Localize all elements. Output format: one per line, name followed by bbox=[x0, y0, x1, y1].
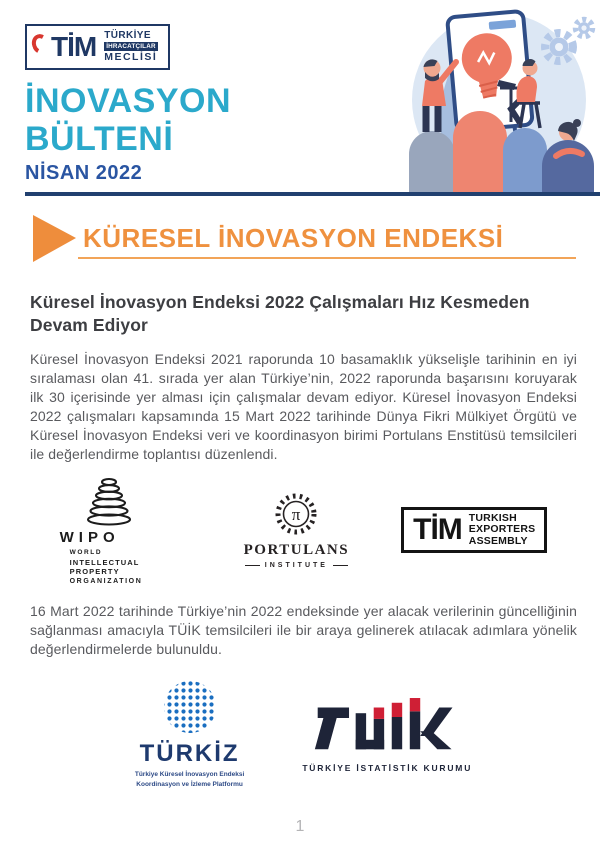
arrow-right-icon bbox=[33, 215, 76, 262]
header-divider bbox=[25, 192, 600, 196]
tim-red-swoosh-icon bbox=[29, 32, 51, 56]
turkiz-subtitle-line2: Koordinasyon ve İzleme Platformu bbox=[136, 781, 243, 788]
wipo-line3: ORGANIZATION bbox=[69, 577, 143, 585]
title-line1: İNOVASYON bbox=[25, 82, 232, 120]
turkiz-logo bbox=[135, 680, 244, 790]
wipo-line2: INTELLECTUAL PROPERTY bbox=[69, 557, 140, 576]
tim-wordmark: TİM bbox=[51, 30, 97, 62]
section-underline bbox=[78, 257, 576, 259]
article-subheading: Küresel İnovasyon Endeksi 2022 Çalışmaları Hız Kesmeden Devam Ediyor bbox=[30, 292, 530, 335]
header bbox=[0, 0, 600, 196]
tim-black-line2: EXPORTERS bbox=[468, 523, 536, 536]
tim-black-line1: TURKISH bbox=[468, 512, 517, 524]
tim-black-wordmark: TİM bbox=[413, 512, 462, 546]
section-heading bbox=[30, 215, 577, 262]
bulletin-title bbox=[25, 82, 231, 158]
partner-logos-row bbox=[30, 482, 577, 585]
header-illustration bbox=[396, 6, 596, 194]
tim-logo-line1: TÜRKİYE bbox=[104, 30, 151, 41]
tuik-logo bbox=[302, 698, 472, 773]
tuik-subtitle: TÜRKİYE İSTATİSTİK KURUMU bbox=[302, 762, 473, 773]
tim-logo-line2: İHRACATÇILAR bbox=[106, 42, 156, 50]
turkiz-subtitle-line1: Türkiye Küresel İnovasyon Endeksi bbox=[134, 770, 245, 778]
tim-meclisi-logo bbox=[25, 24, 170, 70]
article-paragraph-2: 16 Mart 2022 tarihinde Türkiye’nin 2022 endeksinde yer alacak verilerinin güncelliğinin sağlanması amacıyla TÜİK temsilcileri ile bir araya gelinerek atılacak adımlara yönelik değerlendirmelerde bulunuldu. bbox=[30, 603, 577, 657]
institution-logos-row bbox=[30, 679, 577, 791]
portulans-emblem-icon bbox=[273, 491, 319, 537]
tim-logo-line3: MECLİSİ bbox=[104, 51, 158, 64]
wipo-coil-icon bbox=[86, 476, 132, 526]
issue-date: NİSAN 2022 bbox=[25, 162, 143, 184]
svg-text:π: π bbox=[292, 505, 301, 524]
portulans-dash-right bbox=[333, 565, 348, 566]
portulans-subtitle: INSTITUTE bbox=[264, 562, 328, 569]
portulans-dash-left bbox=[245, 565, 260, 566]
wipo-line1: WORLD bbox=[69, 548, 103, 556]
wipo-logo bbox=[60, 476, 192, 585]
tim-black-line3: ASSEMBLY bbox=[468, 534, 528, 547]
tim-exporters-logo bbox=[401, 507, 547, 553]
turkiz-wordmark: TÜRKİZ bbox=[139, 739, 240, 767]
article-paragraph-1: Küresel İnovasyon Endeksi 2021 raporunda 10 basamaklık yükselişle tarihinin en iyi sıralaması olan 41. sırada yer alan Türkiye’nin, 2022 raporunda başarısını koruyarak ilk 30 içerisinde yer alması için çalışmalar devam ediyor. Küresel İnovasyon Endeksi 2022 çalışmaları kapsamında 15 Mart 2022 tarihinde Dünya Fikri Mülkiyet Örgütü ve Küresel İnovasyon Endeksi veri ve koordinasyon birimi Portulans Enstitüsü temsilcileri ile değerlendirme toplantısı düzenlendi. bbox=[30, 351, 577, 462]
title-line2: BÜLTENİ bbox=[25, 120, 174, 158]
section-title: KÜRESEL İNOVASYON ENDEKSİ bbox=[83, 223, 504, 253]
turkiz-globe-icon bbox=[159, 680, 221, 736]
page-number: 1 bbox=[295, 818, 305, 835]
portulans-wordmark: PORTULANS bbox=[243, 542, 350, 558]
tuik-wordmark-icon bbox=[312, 698, 462, 755]
tim-logo-text bbox=[104, 31, 158, 63]
portulans-logo bbox=[244, 491, 350, 569]
wipo-wordmark: WIPO bbox=[59, 528, 120, 546]
content bbox=[0, 215, 600, 791]
